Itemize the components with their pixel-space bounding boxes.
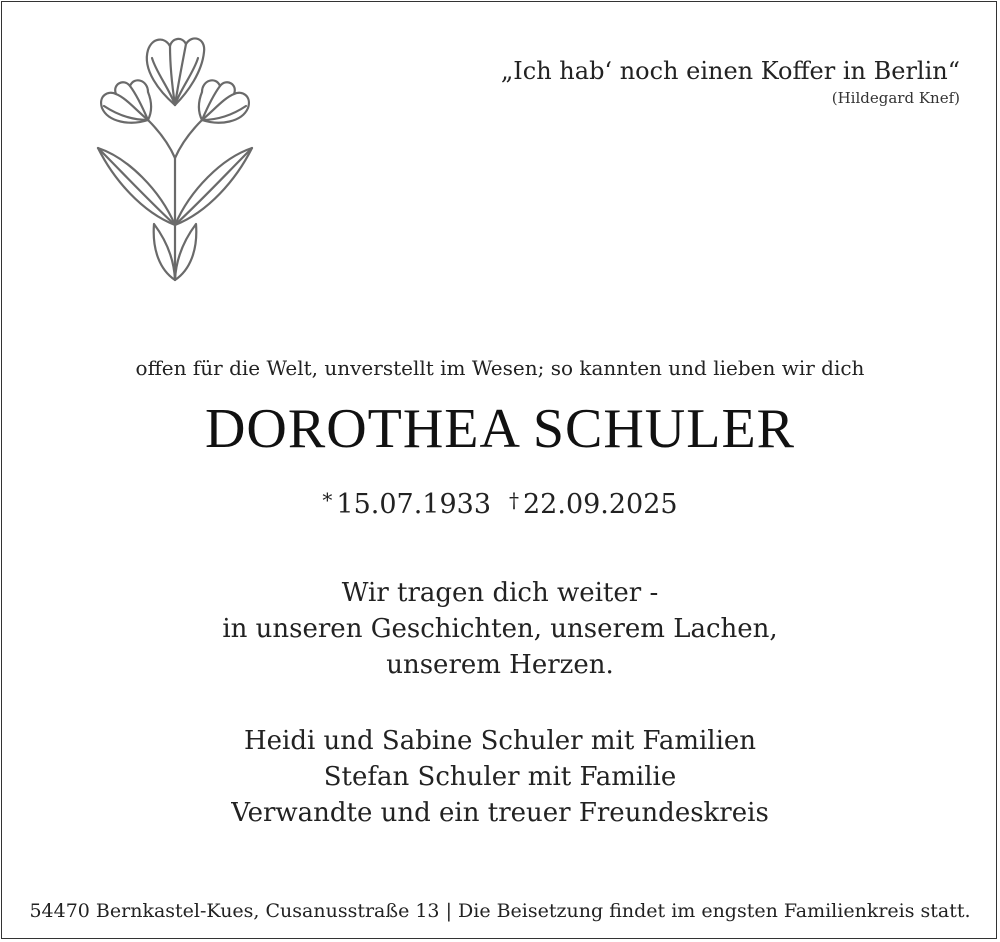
footer-address: 54470 Bernkastel-Kues, Cusanusstraße 13 | Die Beisetzung findet im engsten Familienkreis statt.	[29, 900, 971, 922]
flower-line-art-icon	[90, 30, 260, 290]
mourner-line: Verwandte und ein treuer Freundeskreis	[231, 798, 769, 828]
mourners-list	[0, 723, 1000, 831]
quote-text: „Ich hab‘ noch einen Koffer in Berlin“	[500, 57, 960, 85]
birth-mark: *	[322, 488, 333, 512]
birth-date: 15.07.1933	[336, 489, 491, 520]
death-mark: †	[509, 488, 519, 512]
motto: offen für die Welt, unverstellt im Wesen; so kannten und lieben wir dich	[135, 356, 865, 380]
deceased-name: DOROTHEA SCHULER	[204, 398, 796, 460]
verse-line: Wir tragen dich weiter -	[341, 578, 659, 608]
life-dates	[0, 482, 1000, 523]
death-date: 22.09.2025	[523, 489, 678, 520]
quote-block	[501, 56, 960, 108]
quote-author: (Hildegard Knef)	[831, 89, 960, 107]
verse	[0, 575, 1000, 683]
verse-line: in unseren Geschichten, unserem Lachen,	[222, 614, 778, 644]
verse-line: unserem Herzen.	[386, 650, 614, 680]
mourner-line: Stefan Schuler mit Familie	[323, 762, 677, 792]
mourner-line: Heidi und Sabine Schuler mit Familien	[243, 726, 757, 756]
